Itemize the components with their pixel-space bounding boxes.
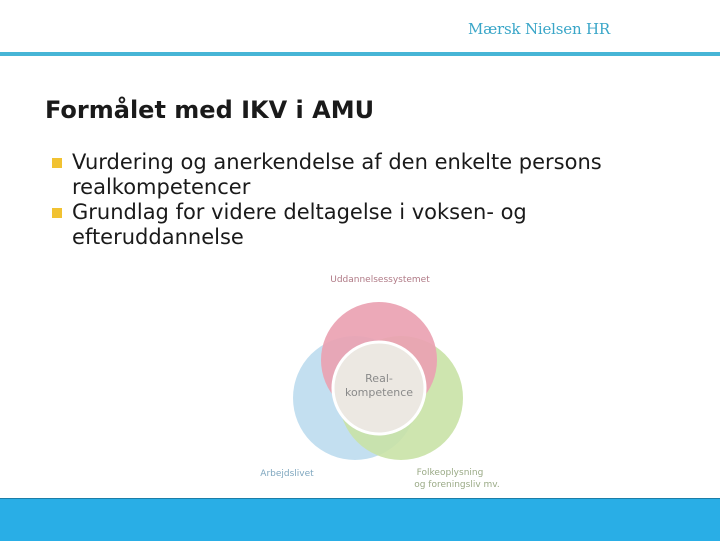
venn-diagram <box>255 268 535 493</box>
bullet-square-icon <box>52 158 62 168</box>
bullet-item <box>52 150 652 200</box>
slide-title: Formålet med IKV i AMU <box>45 96 375 124</box>
center-label-line2: kompetence <box>344 386 414 399</box>
bullet-item <box>52 200 652 250</box>
right-label-line2: og foreningsliv mv. <box>414 480 500 490</box>
bullet-list <box>52 150 652 250</box>
footer-bar <box>0 498 720 541</box>
bullet-text: Grundlag for videre deltagelse i voksen- og efteruddannelse <box>72 200 527 249</box>
bullet-text: Vurdering og anerkendelse af den enkelte persons realkompetencer <box>72 150 602 199</box>
brand-name: Mærsk Nielsen HR <box>468 20 610 38</box>
left-label: Arbejdslivet <box>260 469 314 479</box>
center-label-line1: Real- <box>365 372 393 385</box>
header-rule <box>0 52 720 56</box>
bullet-square-icon <box>52 208 62 218</box>
right-label-line1: Folkeoplysning <box>416 468 484 478</box>
top-label: Uddannelsessystemet <box>330 275 430 285</box>
